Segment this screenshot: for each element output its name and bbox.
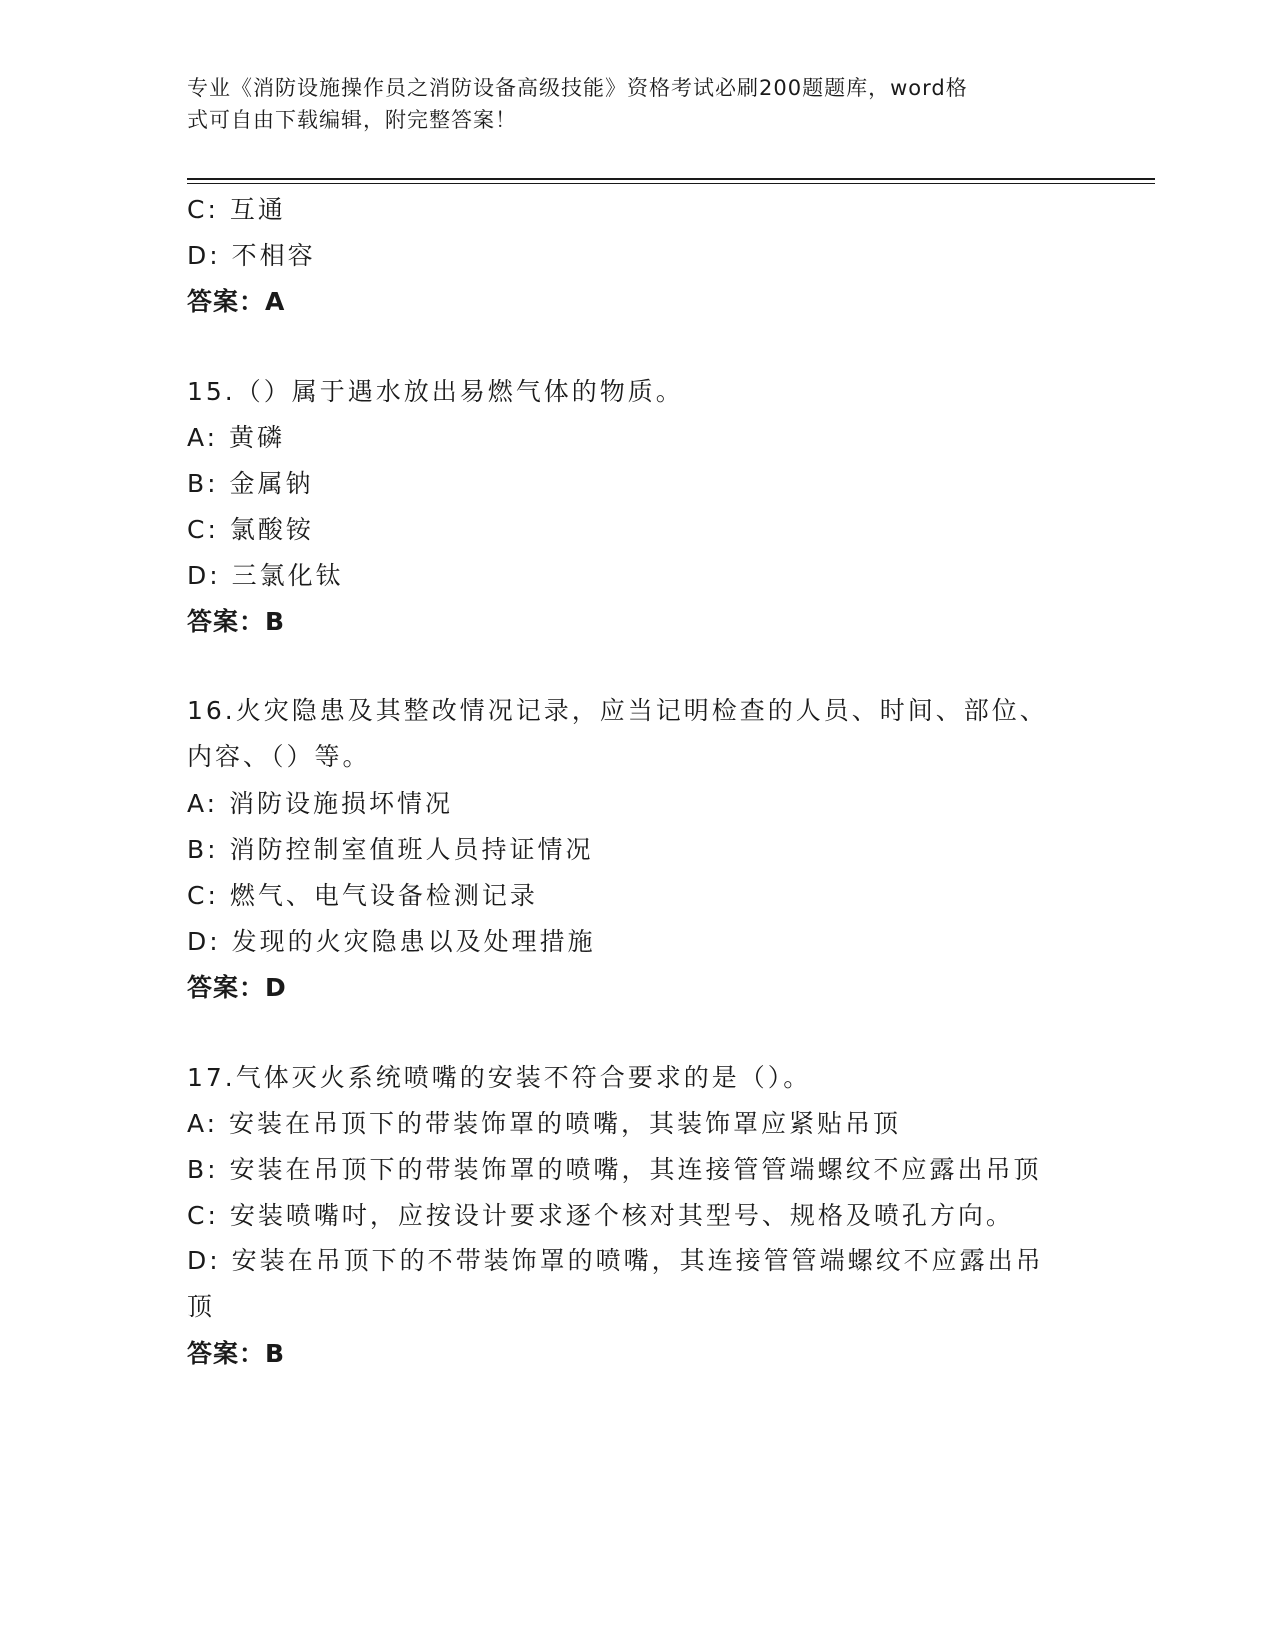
spacer bbox=[187, 1011, 1087, 1055]
question-block-15 bbox=[187, 369, 1087, 645]
option-a: A: 黄磷 bbox=[187, 423, 286, 452]
option-b: B: 安装在吊顶下的带装饰罩的喷嘴，其连接管管端螺纹不应露出吊顶 bbox=[187, 1155, 1042, 1184]
question-text: 15.（）属于遇水放出易燃气体的物质。 bbox=[187, 377, 684, 406]
answer-line: 答案：D bbox=[187, 973, 287, 1002]
option-d: D: 不相容 bbox=[187, 241, 316, 270]
option-c: C: 互通 bbox=[187, 195, 286, 224]
answer-line: 答案：A bbox=[187, 287, 286, 316]
question-text: 17.气体灭火系统喷嘴的安装不符合要求的是（）。 bbox=[187, 1063, 812, 1092]
spacer bbox=[187, 325, 1087, 369]
header-divider-thick bbox=[187, 178, 1155, 180]
option-b: B: 消防控制室值班人员持证情况 bbox=[187, 835, 594, 864]
option-c: C: 氯酸铵 bbox=[187, 515, 314, 544]
option-b: B: 金属钠 bbox=[187, 469, 314, 498]
question-block-14 bbox=[187, 187, 1087, 325]
option-a: A: 安装在吊顶下的带装饰罩的喷嘴，其装饰罩应紧贴吊顶 bbox=[187, 1109, 902, 1138]
option-d-line-1: D: 安装在吊顶下的不带装饰罩的喷嘴，其连接管管端螺纹不应露出吊 bbox=[187, 1246, 1044, 1275]
option-a: A: 消防设施损坏情况 bbox=[187, 789, 454, 818]
option-d: D: 三氯化钛 bbox=[187, 561, 344, 590]
question-list bbox=[187, 187, 1087, 1377]
option-c: C: 安装喷嘴吋，应按设计要求逐个核对其型号、规格及喷孔方向。 bbox=[187, 1201, 1014, 1230]
question-block-17 bbox=[187, 1055, 1087, 1377]
document-header bbox=[187, 72, 1067, 136]
header-divider-thin bbox=[187, 183, 1155, 184]
answer-line: 答案：B bbox=[187, 1339, 286, 1368]
header-line-1: 专业《消防设施操作员之消防设备高级技能》资格考试必刷200题题库，word格 bbox=[187, 76, 968, 100]
spacer bbox=[187, 645, 1087, 689]
question-text-line-2: 内容、（）等。 bbox=[187, 742, 371, 771]
option-d-line-2: 顶 bbox=[187, 1292, 216, 1321]
question-block-16 bbox=[187, 689, 1087, 1011]
option-c: C: 燃气、电气设备检测记录 bbox=[187, 881, 538, 910]
question-text-line-1: 16.火灾隐患及其整改情况记录，应当记明检查的人员、时间、部位、 bbox=[187, 696, 1048, 725]
header-line-2: 式可自由下载编辑，附完整答案！ bbox=[187, 108, 517, 132]
option-d: D: 发现的火灾隐患以及处理措施 bbox=[187, 927, 596, 956]
answer-line: 答案：B bbox=[187, 607, 286, 636]
